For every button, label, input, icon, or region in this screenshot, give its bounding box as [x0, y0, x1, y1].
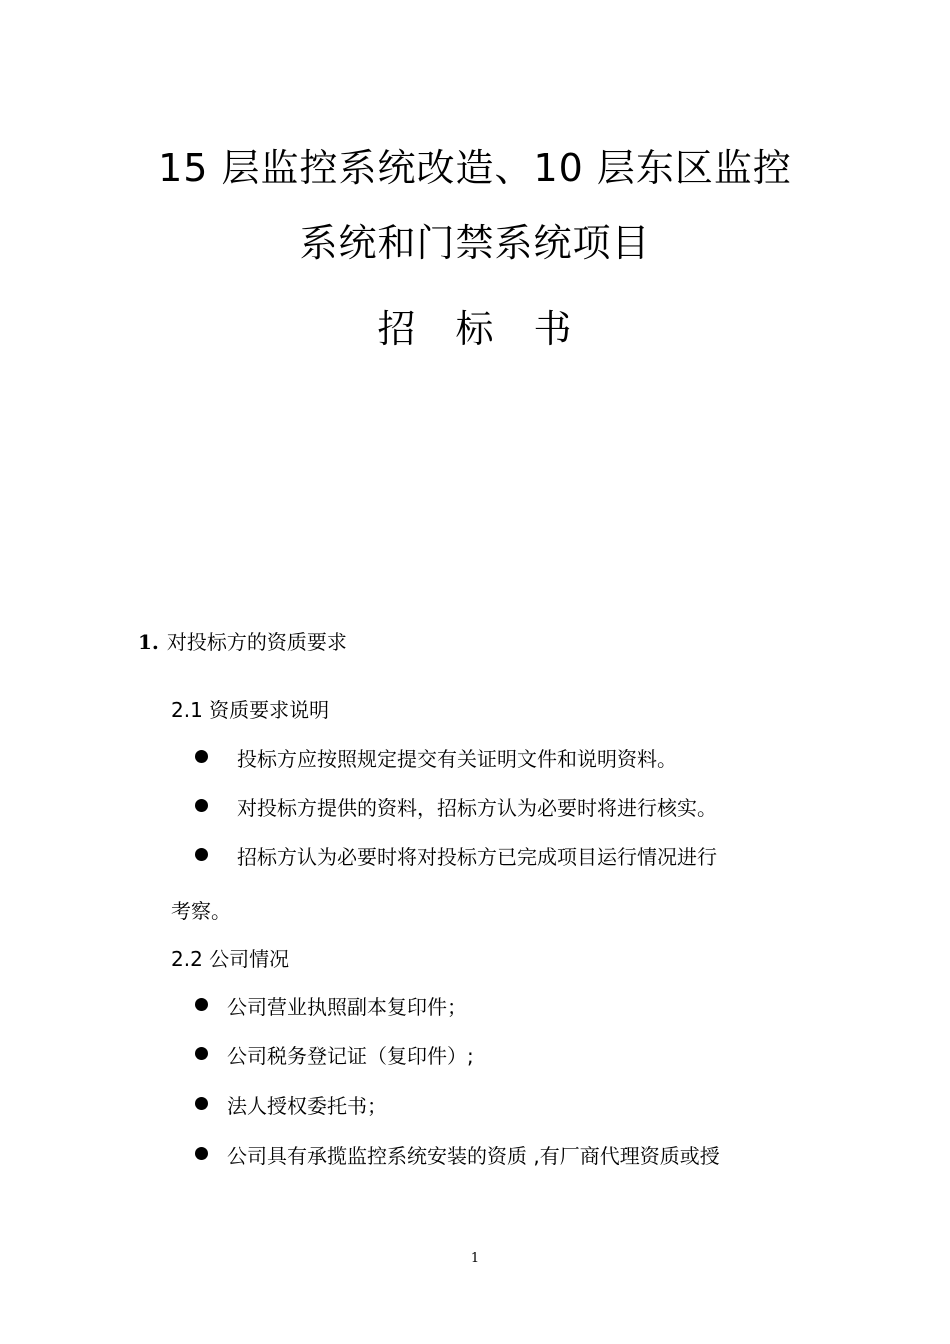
list-item: 招标方认为必要时将对投标方已完成项目运行情况进行: [237, 845, 717, 869]
page-number: 1: [470, 1251, 480, 1266]
list-item: 公司营业执照副本复印件；: [227, 995, 467, 1019]
list-item: 投标方应按照规定提交有关证明文件和说明资料。: [237, 747, 677, 771]
bullet-icon: [195, 848, 208, 861]
bullet-icon: [195, 998, 208, 1011]
section-1-title: 对投标方的资质要求: [166, 630, 347, 654]
doc-title-line3: 招 标 书: [377, 307, 573, 351]
bullet-icon: [195, 1147, 208, 1160]
doc-title-line1: 15 层监控系统改造、10 层东区监控: [158, 146, 792, 190]
section-1-heading: [138, 626, 347, 655]
list-item: 公司税务登记证（复印件）;: [227, 1044, 474, 1068]
list-item: 公司具有承揽监控系统安装的资质 ,有厂商代理资质或授: [227, 1144, 720, 1168]
bullet-icon: [195, 750, 208, 763]
section-2-2-heading: 2.2 公司情况: [171, 947, 290, 971]
bullet-icon: [195, 1047, 208, 1060]
bullet-icon: [195, 799, 208, 812]
section-1-number: 1.: [138, 630, 159, 654]
list-item-continuation: 考察。: [171, 899, 231, 923]
section-2-1-heading: 2.1 资质要求说明: [171, 698, 330, 722]
doc-title-line2: 系统和门禁系统项目: [299, 221, 651, 265]
bullet-icon: [195, 1097, 208, 1110]
list-item: 法人授权委托书；: [227, 1094, 387, 1118]
list-item: 对投标方提供的资料，招标方认为必要时将进行核实。: [237, 796, 717, 820]
